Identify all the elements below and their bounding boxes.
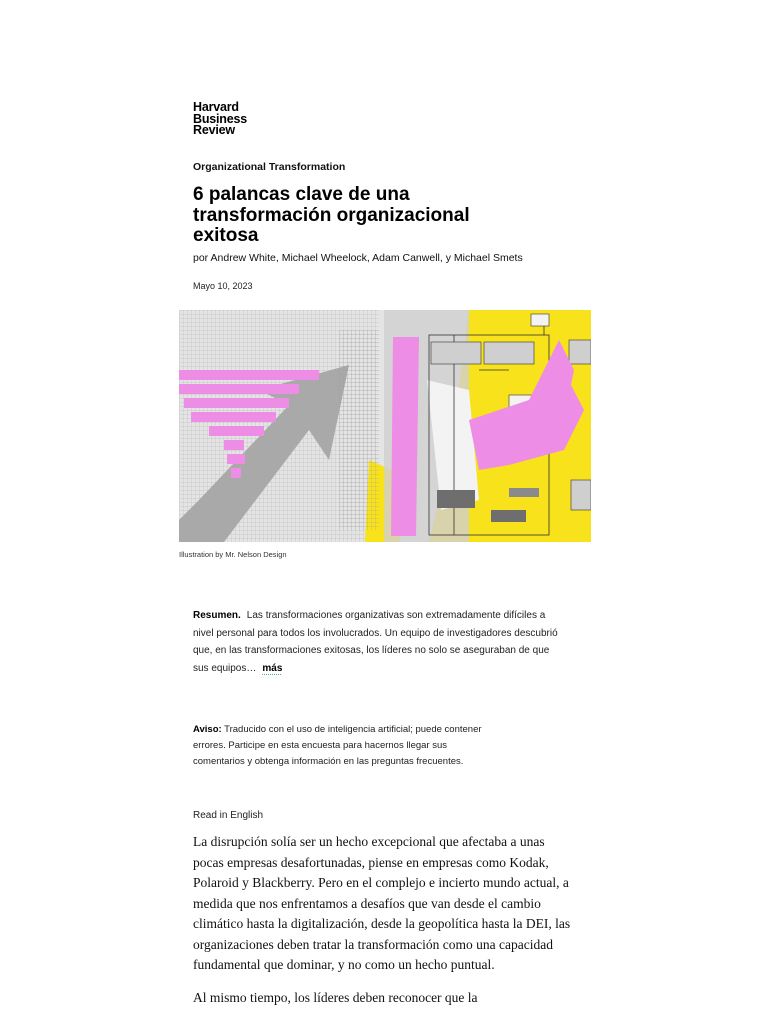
article-body	[193, 832, 578, 1020]
logo-line: Review	[193, 123, 235, 137]
body-paragraph: La disrupción solía ser un hecho excepcional que afectaba a unas pocas empresas desafortunadas, piense en empresas como Kodak, Polaroid y Blackberry. Pero en el complejo e incierto mundo actual, a medida que nos enfrentamos a desafíos que van desde el cambio climático hasta la digitalización, desde la geopolítica hasta la DEI, las organizaciones deben tratar la transformación como una capacidad fundamental que dominar, y no como un hecho puntual.	[193, 834, 571, 972]
hero-illustration-graphic	[179, 310, 591, 542]
article-byline: por Andrew White, Michael Wheelock, Adam Canwell, y Michael Smets	[193, 252, 523, 264]
summary-label: Resumen.	[193, 610, 241, 621]
logo-line: Business	[193, 111, 247, 126]
hbr-logo[interactable]	[193, 102, 247, 137]
article-summary	[193, 607, 563, 677]
hero-illustration	[179, 310, 591, 542]
article-date: Mayo 10, 2023	[193, 281, 253, 291]
notice-label: Aviso:	[193, 724, 222, 735]
image-caption: Illustration by Mr. Nelson Design	[179, 550, 287, 559]
ai-translation-notice	[193, 722, 498, 771]
read-more-link[interactable]: más	[262, 662, 283, 674]
body-paragraph: Al mismo tiempo, los líderes deben reconocer que la	[193, 989, 478, 1005]
notice-text: Traducido con el uso de inteligencia artificial; puede contener errores. Participe en esta encuesta para hacernos llegar sus comentarios y obtenga información en las preguntas frecuentes.	[193, 724, 482, 768]
read-in-english-link[interactable]: Read in English	[193, 810, 264, 821]
summary-text: Las transformaciones organizativas son extremadamente difíciles a nivel personal para todos los involucrados. Un equipo de investigadores descubrió que, en las transformaciones exitosas, los líderes no solo se aseguraban de que sus equipos…	[193, 610, 558, 674]
article-topic-link[interactable]: Organizational Transformation	[193, 161, 346, 173]
article-title: 6 palancas clave de una transformación organizacional exitosa	[193, 184, 470, 246]
logo-line: Harvard	[193, 100, 239, 114]
